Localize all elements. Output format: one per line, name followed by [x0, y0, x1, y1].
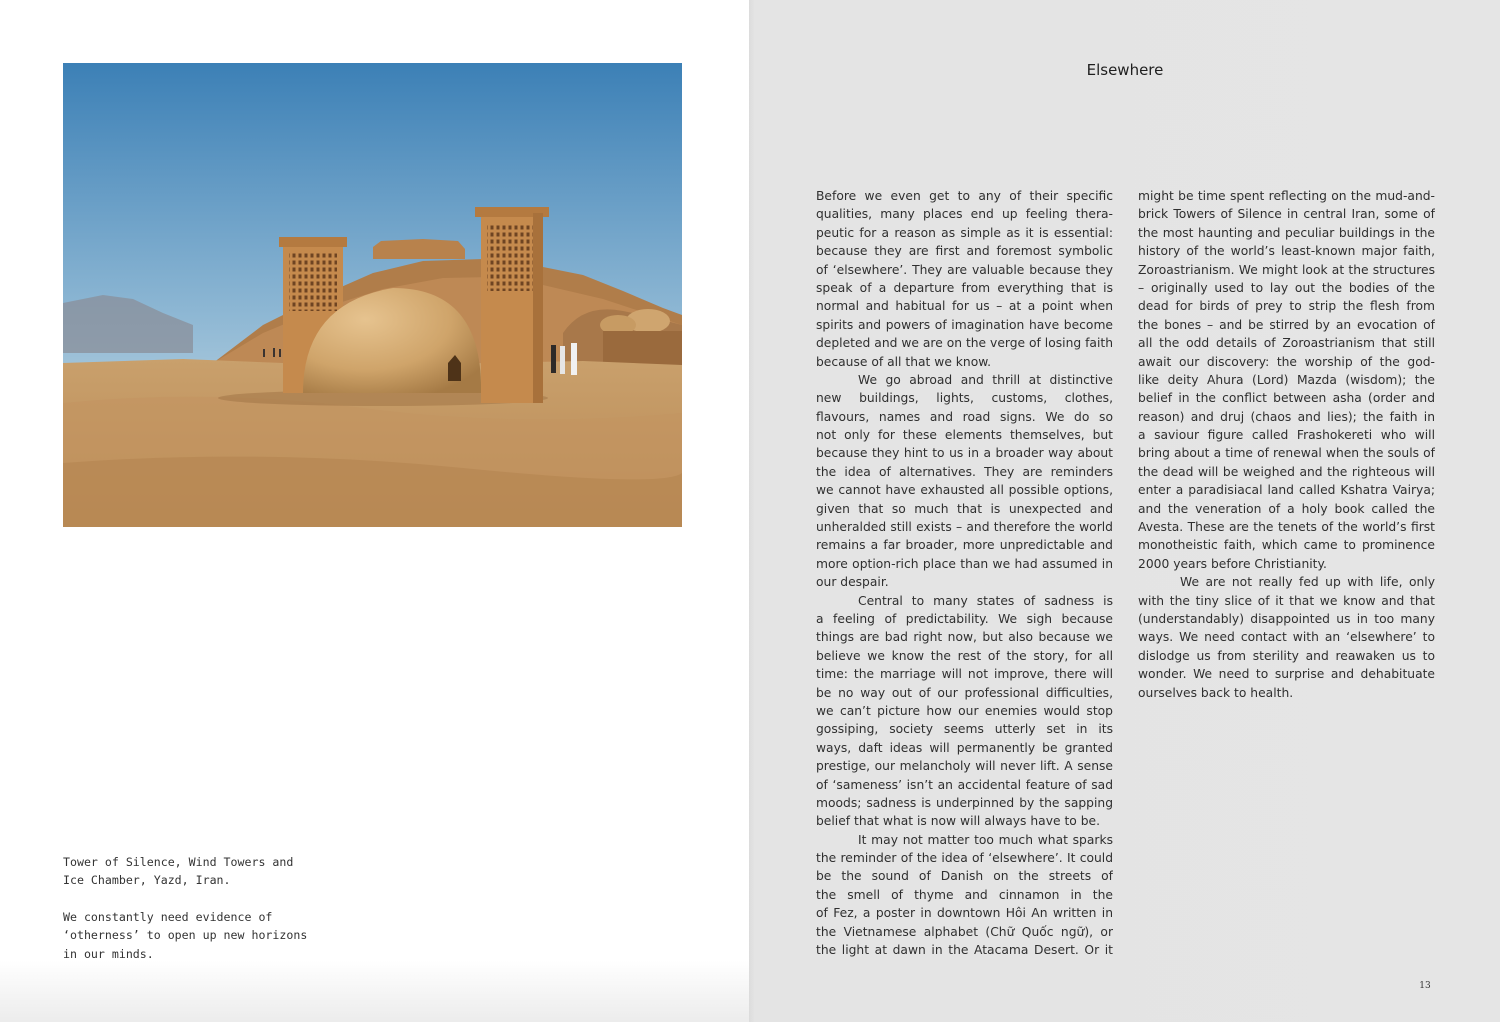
- body-text-line: history of the world’s least-known major faith,: [1138, 244, 1435, 259]
- body-text-line: ways. We need contact with an ‘elsewhere’ to: [1138, 630, 1435, 645]
- caption-text-line: in our minds.: [63, 946, 154, 961]
- body-text-line: the dead will be weighed and the righteous will: [1138, 464, 1435, 479]
- body-text-line: gossiping, society seems utterly set in its: [816, 722, 1113, 737]
- photo-caption-title: [63, 853, 363, 890]
- body-text-line: the Vietnamese alphabet (Chữ Quốc ngữ), or: [816, 924, 1113, 939]
- body-text-line: we can’t picture how our enemies would stop: [816, 703, 1113, 718]
- body-text-line: because they are first and foremost symbolic: [816, 244, 1113, 259]
- caption-text-line: We constantly need evidence of: [63, 910, 273, 924]
- body-text-line: qualities, many places end up feeling thera-: [816, 207, 1113, 222]
- body-text-line: Zoroastrianism. We might look at the structures: [1138, 262, 1435, 277]
- body-text-line: peutic for a reason as simple as it is essential:: [816, 225, 1113, 240]
- caption-title-line: Ice Chamber, Yazd, Iran.: [63, 873, 231, 888]
- body-text-line: be no way out of our professional difficulties,: [816, 685, 1113, 700]
- body-text-line: all the odd details of Zoroastrianism that still: [1138, 336, 1435, 351]
- body-text-line: brick Towers of Silence in central Iran, some of: [1138, 207, 1435, 222]
- caption-title-line: Tower of Silence, Wind Towers and: [63, 855, 294, 869]
- text-column-2: [1138, 187, 1435, 702]
- body-text-line: We go abroad and thrill at distinctive: [858, 372, 1113, 387]
- body-text-line: monotheistic faith, which came to prominence: [1138, 538, 1435, 553]
- page-number: 13: [1419, 981, 1431, 991]
- photo-caption-text: [63, 908, 363, 963]
- body-text-line: a feeling of predictability. We sigh because: [816, 611, 1113, 626]
- body-text-line: not only for these elements themselves, but: [816, 428, 1113, 443]
- body-text-line: await our discovery: the worship of the god-: [1138, 354, 1435, 369]
- body-text-line: because of all that we know.: [816, 354, 992, 369]
- body-text-line: bring about a time of renewal when the souls of: [1138, 446, 1435, 461]
- chapter-title: Elsewhere: [1086, 61, 1164, 79]
- body-text-line: we cannot have exhausted all possible options,: [816, 483, 1113, 498]
- body-text-line: (understandably) disappointed us in too many: [1138, 611, 1435, 626]
- body-text-line: normal and habitual for us – at a point when: [816, 299, 1113, 314]
- body-text-line: the smell of thyme and cinnamon in the: [816, 887, 1113, 902]
- body-text-line: and the veneration of a holy book called the: [1138, 501, 1435, 516]
- body-text-line: of ‘sameness’ isn’t an accidental feature of sad: [816, 777, 1113, 792]
- body-text-line: remains a far broader, more unpredictable and: [816, 538, 1113, 553]
- caption-text-line: ‘otherness’ to open up new horizons: [63, 928, 308, 943]
- body-text-line: things are bad right now, but also because we: [816, 630, 1113, 645]
- body-text-line: our despair.: [816, 575, 889, 590]
- body-text-line: with the tiny slice of it that we know and that: [1138, 593, 1435, 608]
- body-text-line: belief in the conflict between asha (order and: [1138, 391, 1435, 406]
- body-text-line: unheralded still exists – and therefore the world: [816, 520, 1113, 535]
- body-text-line: speak of a departure from everything that is: [816, 280, 1113, 295]
- body-text-line: more option-rich place than we had assumed in: [816, 556, 1113, 571]
- body-text-line: the idea of alternatives. They are reminders: [816, 464, 1113, 479]
- body-text-line: wonder. We need to surprise and dehabituate: [1138, 667, 1435, 682]
- body-text-line: like deity Ahura (Lord) Mazda (wisdom); the: [1138, 372, 1435, 387]
- body-text-line: the light at dawn in the Atacama Desert. Or it: [816, 943, 1113, 958]
- body-text-line: We are not really fed up with life, only: [1180, 575, 1435, 590]
- body-text-line: moods; sadness is underpinned by the sapping: [816, 795, 1113, 810]
- body-text-line: reason) and druj (chaos and lies); the faith in: [1138, 409, 1435, 424]
- body-text-line: new buildings, lights, customs, clothes,: [816, 391, 1113, 406]
- body-text-line: flavours, names and road signs. We do so: [816, 409, 1113, 424]
- body-text-line: the most haunting and peculiar buildings in the: [1138, 225, 1435, 240]
- body-text-line: spirits and powers of imagination have become: [816, 317, 1113, 332]
- body-text-line: ourselves back to health.: [1138, 685, 1294, 700]
- body-text-line: prestige, our melancholy will never lift. A sense: [816, 759, 1113, 774]
- body-text-line: Avesta. These are the tenets of the world’s first: [1138, 520, 1435, 535]
- body-text-line: dislodge us from sterility and reawaken us to: [1138, 648, 1435, 663]
- body-text-line: belief that what is now will always have to be.: [816, 814, 1100, 829]
- body-text-line: ways, daft ideas will permanently be granted: [816, 740, 1113, 755]
- body-text-line: – originally used to lay out the bodies of the: [1138, 280, 1435, 295]
- body-text-line: the bones – and be stirred by an evocation of: [1138, 317, 1435, 332]
- body-text-line: depleted and we are on the verge of losing faith: [816, 336, 1113, 351]
- body-text-line: might be time spent reflecting on the mud-and-: [1138, 189, 1435, 203]
- body-text-line: It may not matter too much what sparks: [858, 832, 1113, 847]
- body-text-line: Central to many states of sadness is: [858, 593, 1113, 608]
- text-column-1: [816, 187, 1113, 959]
- body-text-line: dead for birds of prey to strip the flesh from: [1138, 299, 1435, 314]
- body-text-line: the reminder of the idea of ‘elsewhere’. It could: [816, 851, 1113, 866]
- body-text-line: of Fez, a poster in downtown Hôi An written in: [816, 906, 1113, 921]
- body-text-line: enter a paradisiacal land called Kshatra Vairya;: [1138, 483, 1435, 498]
- body-text-line: a saviour figure called Frashokereti who will: [1138, 428, 1435, 443]
- body-text-line: Before we even get to any of their specific: [816, 189, 1113, 203]
- body-text-line: of ‘elsewhere’. They are valuable because they: [816, 262, 1113, 277]
- body-text-line: 2000 years before Christianity.: [1138, 556, 1327, 571]
- left-page: [0, 0, 749, 1022]
- body-text-line: be the sound of Danish on the streets of: [816, 869, 1113, 884]
- body-text-line: time: the marriage will not improve, there will: [816, 667, 1113, 682]
- body-text-line: because they hint to us in a broader way about: [816, 446, 1113, 461]
- body-text-line: believe we know the rest of the story, for all: [816, 648, 1113, 663]
- body-text-line: given that so much that is unexpected and: [816, 501, 1113, 516]
- photo-towers-of-silence: [63, 63, 682, 527]
